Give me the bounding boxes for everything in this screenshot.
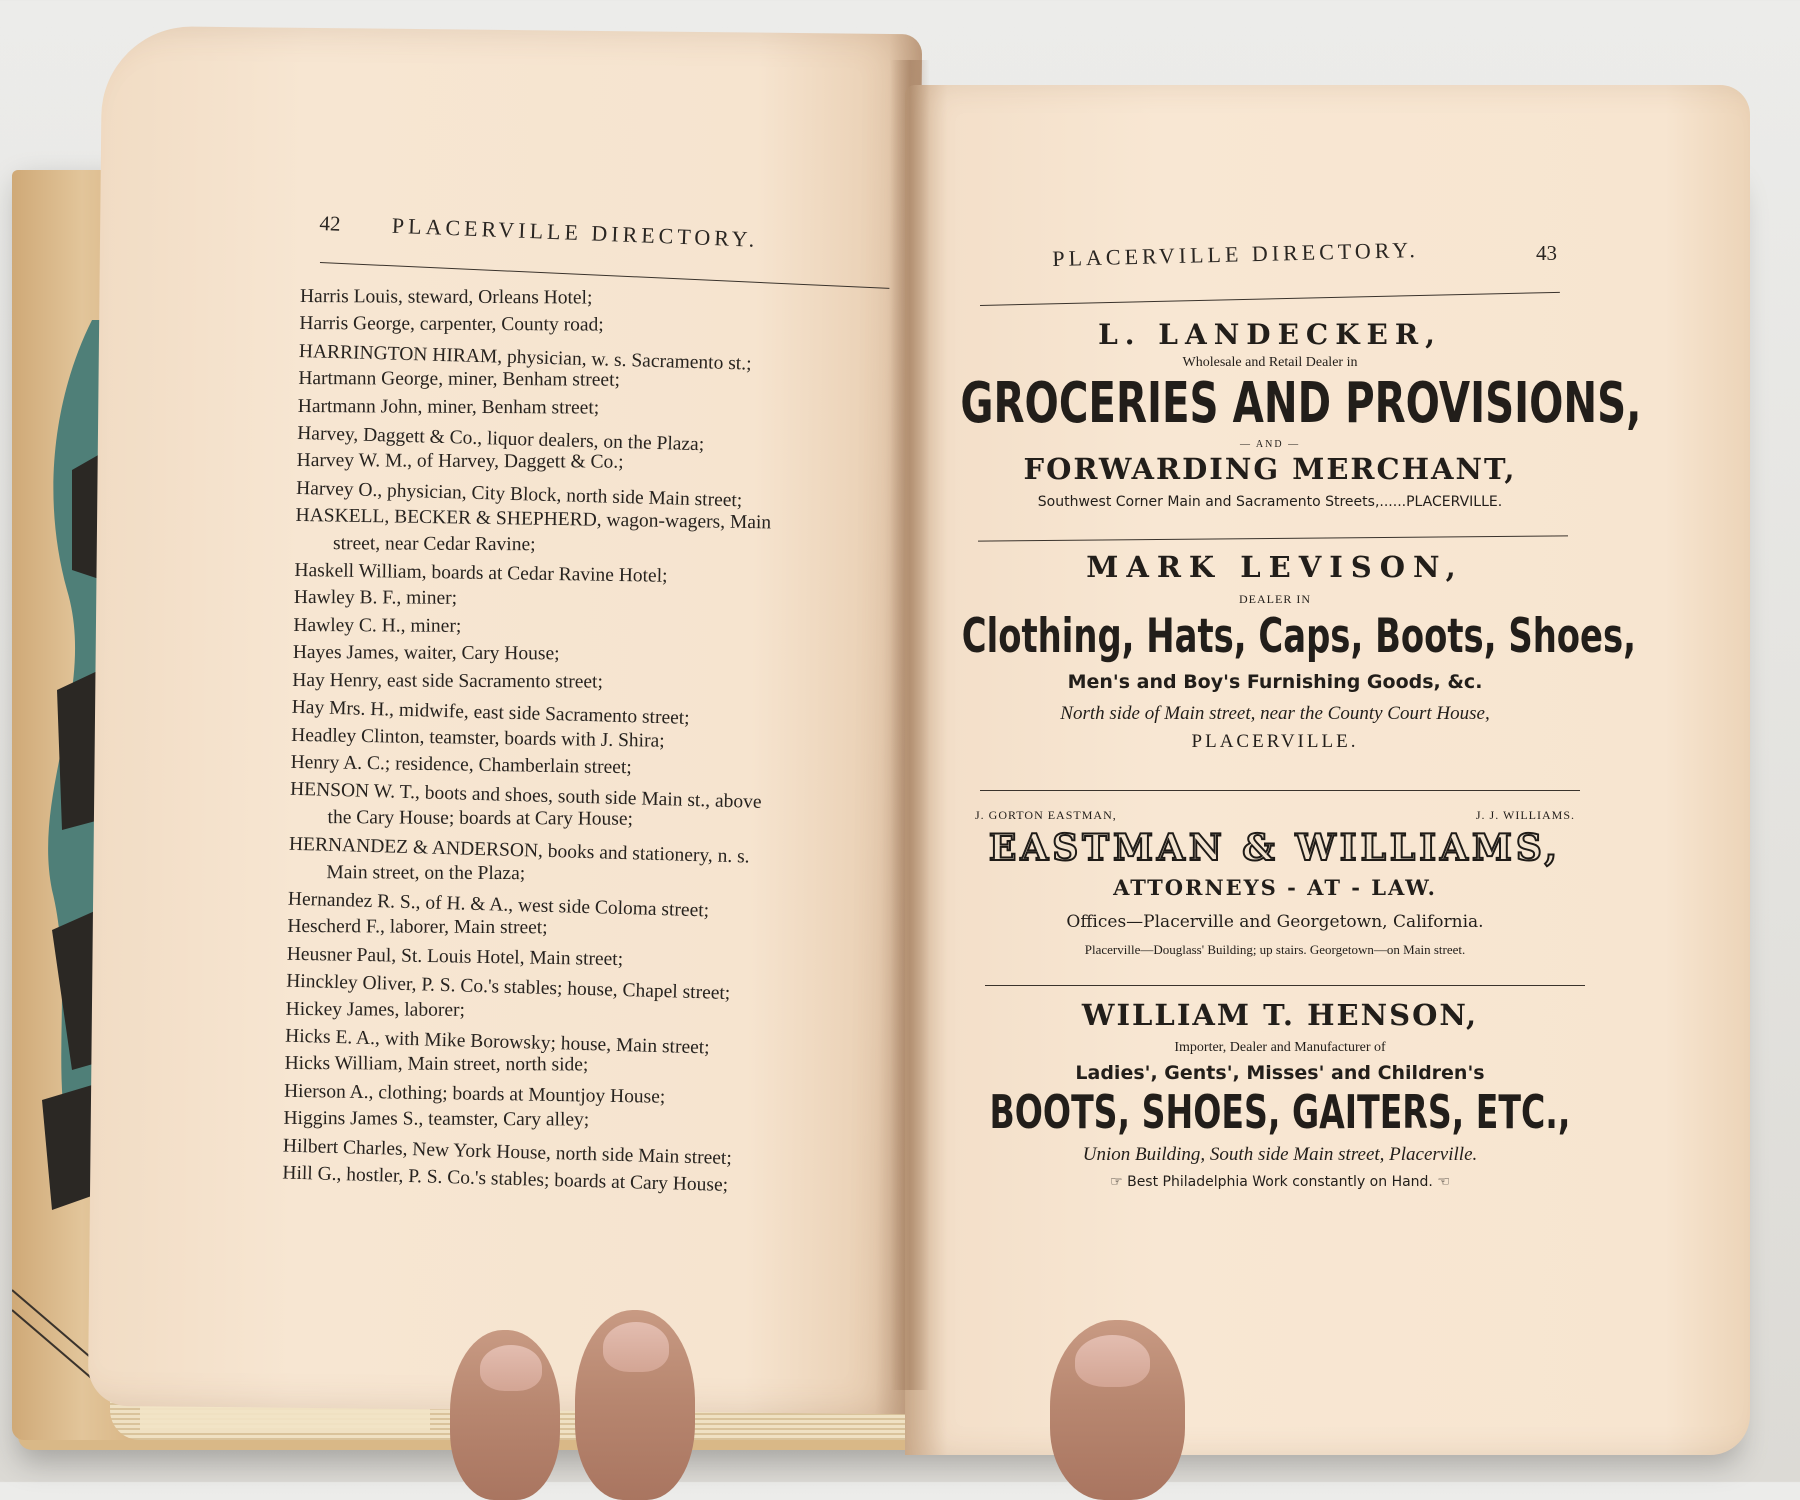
directory-entry: Harvey W. M., of Harvey, Daggett & Co.; bbox=[296, 450, 624, 474]
landecker-and-text: AND bbox=[1255, 439, 1284, 450]
eastman-offices: Offices—Placerville and Georgetown, California. bbox=[1066, 912, 1484, 932]
directory-entry: Harris George, carpenter, County road; bbox=[299, 313, 604, 336]
eastman-addresses: Placerville—Douglass' Building; up stairs. Georgetown—on Main street. bbox=[1084, 942, 1466, 957]
directory-entry-continuation: Main street, on the Plaza; bbox=[326, 861, 526, 884]
directory-entry: Hay Henry, east side Sacramento street; bbox=[292, 669, 603, 693]
right-running-head: PLACERVILLE DIRECTORY. bbox=[1052, 237, 1420, 271]
directory-entry: Hartmann George, miner, Benham street; bbox=[298, 368, 620, 391]
directory-entry: Heusner Paul, St. Louis Hotel, Main street; bbox=[286, 943, 624, 970]
thumbnail-right bbox=[1075, 1335, 1150, 1387]
levison-location: North side of Main street, near the County Court House, bbox=[1060, 703, 1490, 724]
fingernail-middle bbox=[603, 1322, 669, 1372]
divider-rule-2 bbox=[980, 790, 1580, 791]
henson-footer bbox=[960, 1174, 1600, 1190]
levison-town: PLACERVILLE. bbox=[1191, 731, 1359, 752]
directory-entry: Higgins James S., teamster, Cary alley; bbox=[283, 1108, 590, 1131]
landecker-headline: GROCERIES AND PROVISIONS, bbox=[960, 371, 1642, 436]
levison-dealer-in: DEALER IN bbox=[1239, 592, 1311, 606]
directory-entry-continuation: street, near Cedar Ravine; bbox=[332, 532, 536, 555]
ad-landecker bbox=[960, 318, 1642, 510]
directory-entry: Hinckley Oliver, P. S. Co.'s stables; house, Chapel street; bbox=[285, 970, 731, 1005]
henson-trade: Importer, Dealer and Manufacturer of bbox=[1174, 1040, 1386, 1055]
directory-entry: Hawley C. H., miner; bbox=[293, 614, 462, 637]
ad-henson bbox=[960, 998, 1600, 1190]
directory-entry: Headley Clinton, teamster, boards with J. Shira; bbox=[291, 724, 665, 752]
partner-williams: J. J. WILLIAMS. bbox=[1475, 808, 1575, 822]
directory-entry: Hicks E. A., with Mike Borowsky; house, Main street; bbox=[284, 1025, 710, 1059]
eastman-name: EASTMAN & WILLIAMS, bbox=[988, 827, 1562, 869]
landecker-trade: Wholesale and Retail Dealer in bbox=[1182, 355, 1358, 370]
henson-headline: BOOTS, SHOES, GAITERS, ETC., bbox=[989, 1085, 1571, 1139]
directory-entry: HENSON W. T., boots and shoes, south side Main st., above bbox=[289, 779, 762, 814]
directory-entry: Hicks William, Main street, north side; bbox=[284, 1053, 589, 1076]
directory-entries bbox=[282, 283, 940, 1196]
henson-customers: Ladies', Gents', Misses' and Children's bbox=[1075, 1062, 1485, 1084]
directory-entry: Haskell William, boards at Cedar Ravine Hotel; bbox=[294, 559, 668, 587]
directory-entry: Henry A. C.; residence, Chamberlain street; bbox=[290, 751, 632, 779]
directory-entry: Hayes James, waiter, Cary House; bbox=[292, 642, 560, 665]
landecker-and: — AND — bbox=[1239, 439, 1301, 450]
left-page-number: 42 bbox=[319, 210, 341, 236]
henson-footer-text: Best Philadelphia Work constantly on Hand. bbox=[1127, 1174, 1433, 1190]
directory-entry: Harvey O., physician, City Block, north side Main street; bbox=[295, 477, 743, 512]
pointing-hand-left-icon: ☜ bbox=[1437, 1174, 1450, 1190]
henson-location: Union Building, South side Main street, Placerville. bbox=[1082, 1144, 1478, 1165]
directory-entry: Hierson A., clothing; boards at Mountjoy House; bbox=[283, 1080, 666, 1108]
landecker-address: Southwest Corner Main and Sacramento Streets,......PLACERVILLE. bbox=[1037, 494, 1503, 510]
partner-eastman: J. GORTON EASTMAN, bbox=[975, 808, 1117, 822]
eastman-partners bbox=[975, 808, 1575, 823]
levison-name: MARK LEVISON, bbox=[1086, 550, 1464, 584]
directory-entry: Hawley B. F., miner; bbox=[293, 587, 458, 610]
landecker-name: L. LANDECKER, bbox=[1098, 318, 1442, 351]
directory-entry: HARRINGTON HIRAM, physician, w. s. Sacramento st.; bbox=[298, 340, 752, 375]
ad-eastman-williams bbox=[975, 808, 1575, 958]
eastman-attorneys: ATTORNEYS - AT - LAW. bbox=[1113, 875, 1437, 900]
right-page bbox=[905, 85, 1750, 1455]
directory-entry: HASKELL, BECKER & SHEPHERD, wagon-wagers, Main bbox=[295, 505, 772, 534]
directory-entry: Hernandez R. S., of H. & A., west side Coloma street; bbox=[287, 888, 710, 922]
directory-entry: Harvey, Daggett & Co., liquor dealers, on the Plaza; bbox=[296, 422, 705, 456]
directory-entry: Hill G., hostler, P. S. Co.'s stables; boards at Cary House; bbox=[282, 1162, 729, 1196]
divider-rule-3 bbox=[985, 985, 1585, 986]
directory-entry-continuation: the Cary House; boards at Cary House; bbox=[327, 806, 634, 830]
directory-entry: Harris Louis, steward, Orleans Hotel; bbox=[299, 286, 593, 309]
directory-entry: Hilbert Charles, New York House, north side Main street; bbox=[282, 1135, 733, 1169]
directory-entry: Hay Mrs. H., midwife, east side Sacramento street; bbox=[291, 696, 690, 729]
directory-entry: Hickey James, laborer; bbox=[285, 998, 465, 1021]
directory-entry: Hescherd F., laborer, Main street; bbox=[287, 916, 548, 939]
directory-entry: Hartmann John, miner, Benham street; bbox=[297, 395, 600, 419]
ad-levison bbox=[960, 550, 1636, 753]
henson-name: WILLIAM T. HENSON, bbox=[1081, 998, 1479, 1032]
left-running-title: PLACERVILLE DIRECTORY. bbox=[391, 212, 759, 252]
levison-headline: Clothing, Hats, Caps, Boots, Shoes, bbox=[961, 609, 1636, 664]
pointing-hand-icon: ☞ bbox=[1110, 1174, 1123, 1190]
right-page-number: 43 bbox=[1536, 241, 1557, 265]
fingernail-left bbox=[480, 1345, 542, 1391]
directory-entry: HERNANDEZ & ANDERSON, books and stationery, n. s. bbox=[288, 833, 750, 868]
landecker-forwarding: FORWARDING MERCHANT, bbox=[1023, 452, 1517, 486]
levison-furnishing: Men's and Boy's Furnishing Goods, &c. bbox=[1067, 671, 1483, 693]
